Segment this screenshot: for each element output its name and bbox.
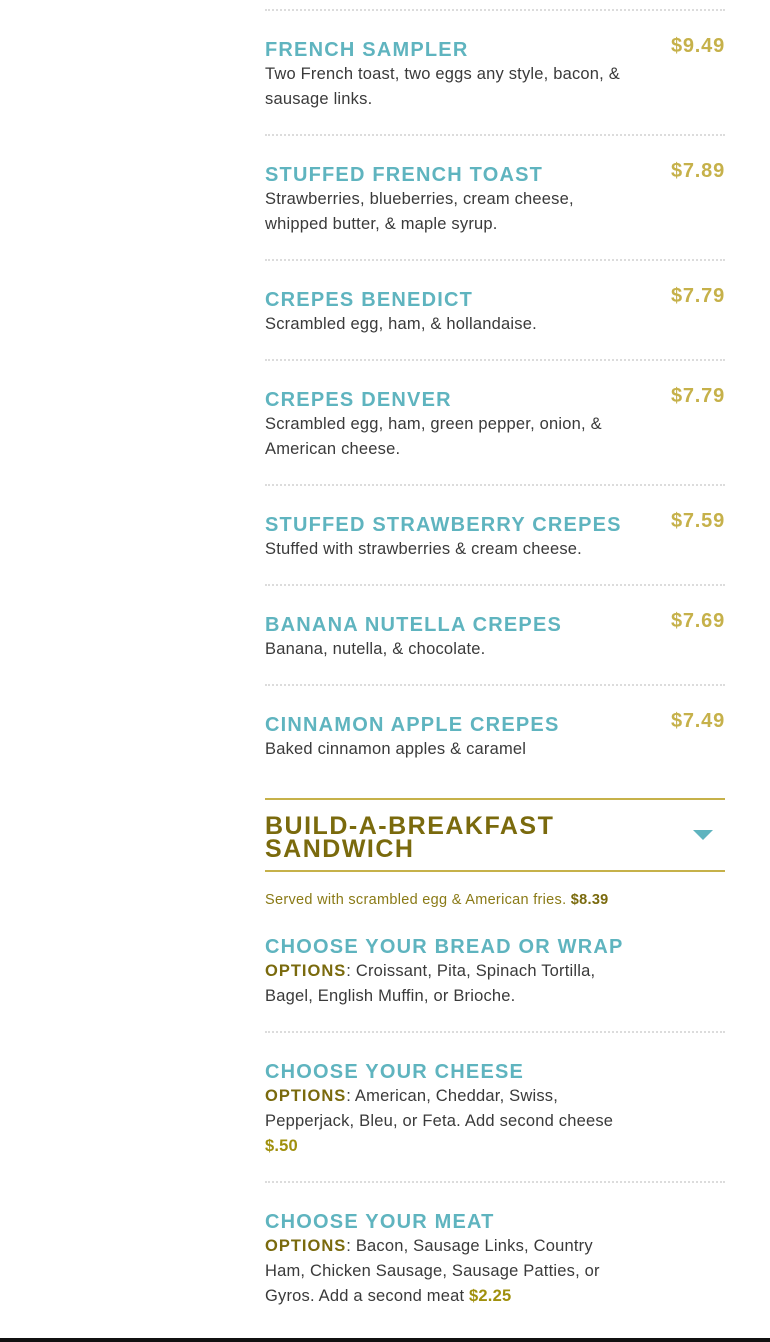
section-header-toggle[interactable] [265, 798, 725, 872]
menu-item [265, 136, 725, 259]
item-name: FRENCH SAMPLER [265, 39, 469, 61]
option-group [265, 908, 725, 1031]
option-description [265, 959, 635, 1009]
option-description [265, 1084, 635, 1159]
item-description: Strawberries, blueberries, cream cheese, whipped butter, & maple syrup. [265, 190, 574, 233]
item-name: CREPES DENVER [265, 389, 452, 411]
item-price: $7.49 [670, 710, 725, 732]
item-price: $7.59 [670, 510, 725, 532]
item-description: Stuffed with strawberries & cream cheese. [265, 540, 582, 558]
options-label: OPTIONS [265, 1087, 347, 1105]
item-price: $7.79 [670, 385, 725, 407]
bottom-bar [0, 1338, 770, 1342]
section-note [265, 892, 725, 908]
item-name: BANANA NUTELLA CREPES [265, 614, 563, 636]
menu-item [265, 11, 725, 134]
option-extra-price: $2.25 [469, 1287, 512, 1305]
menu-item [265, 686, 725, 784]
section-note-text: Served with scrambled egg & American fries. [265, 892, 567, 908]
item-description: Banana, nutella, & chocolate. [265, 640, 486, 658]
option-group [265, 1033, 725, 1181]
option-group [265, 1183, 725, 1331]
item-price: $7.89 [670, 160, 725, 182]
item-price: $7.79 [670, 285, 725, 307]
menu-item [265, 486, 725, 584]
option-text: : Bacon, Sausage Links, Country Ham, Chicken Sausage, Sausage Patties, or Gyros. Add a second meat [265, 1237, 600, 1305]
option-text: : American, Cheddar, Swiss, Pepperjack, Bleu, or Feta. Add second cheese [265, 1087, 614, 1130]
item-name: STUFFED STRAWBERRY CREPES [265, 514, 622, 536]
item-price: $9.49 [670, 35, 725, 57]
item-description: Scrambled egg, ham, green pepper, onion, & American cheese. [265, 415, 602, 458]
option-title: CHOOSE YOUR CHEESE [265, 1061, 525, 1083]
item-description: Baked cinnamon apples & caramel [265, 740, 527, 758]
option-description [265, 1234, 635, 1309]
option-title: CHOOSE YOUR MEAT [265, 1211, 495, 1233]
menu-item [265, 361, 725, 484]
option-extra-price: $.50 [265, 1137, 298, 1155]
options-label: OPTIONS [265, 962, 347, 980]
item-description: Two French toast, two eggs any style, bacon, & sausage links. [265, 65, 620, 108]
caret-down-icon[interactable] [693, 830, 713, 840]
section-note-price: $8.39 [570, 892, 609, 908]
option-text: : Croissant, Pita, Spinach Tortilla, Bagel, English Muffin, or Brioche. [265, 962, 596, 1005]
option-title: CHOOSE YOUR BREAD OR WRAP [265, 936, 624, 958]
item-name: CINNAMON APPLE CREPES [265, 714, 560, 736]
item-name: CREPES BENEDICT [265, 289, 474, 311]
item-price: $7.69 [670, 610, 725, 632]
item-description: Scrambled egg, ham, & hollandaise. [265, 315, 537, 333]
item-name: STUFFED FRENCH TOAST [265, 164, 544, 186]
menu-item [265, 586, 725, 684]
menu-column [265, 0, 725, 1331]
options-label: OPTIONS [265, 1237, 347, 1255]
section-title: BUILD-A-BREAKFAST SANDWICH [265, 812, 555, 863]
menu-item [265, 261, 725, 359]
